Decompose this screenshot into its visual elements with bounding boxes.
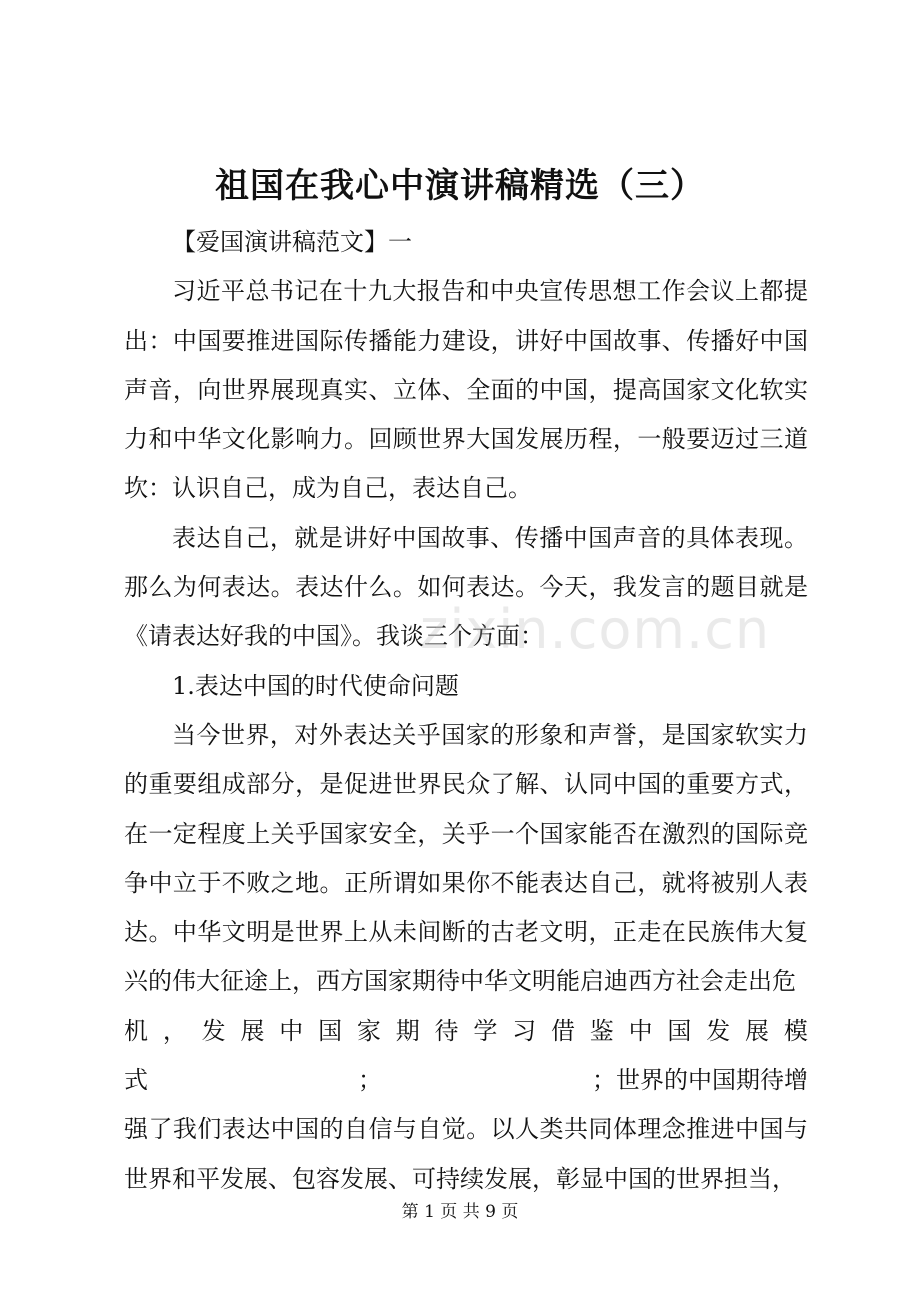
tail-segment: 式 [124,1066,148,1095]
closing-paragraph: 强了我们表达中国的自信与自觉。以人类共同体理念推进中国与世界和平发展、包容发展、可持续发展，彰显中国的世界担当， [124,1115,808,1193]
spread-char: 展 [745,1016,769,1045]
watermark-logo: zixin.com.cn [420,598,771,661]
spread-line [124,1007,808,1056]
tail-segment: ；世界的中国期待增 [592,1066,808,1095]
tail-row [124,1056,808,1105]
document-body [124,218,808,1204]
spread-char: 中 [628,1016,653,1045]
spread-char: 鉴 [589,1016,614,1045]
spread-char: 中 [279,1016,304,1045]
paragraph-1: 习近平总书记在十九大报告和中央宣传思想工作会议上都提出：中国要推进国际传播能力建设，讲好中国故事、传播好中国声音，向世界展现真实、立体、全面的中国，提高国家文化软实力和中华文化影响力。回顾世界大国发展历程，一般要迈过三道坎：认识自己，成为自己，表达自己。 [124,277,808,503]
spread-char: 展 [240,1016,265,1045]
spread-char: ， [162,1016,187,1045]
spread-char: 模 [783,1016,808,1045]
numbered-heading: 1.表达中国的时代使命问题 [172,671,459,700]
spread-char: 国 [318,1016,343,1045]
spread-char: 习 [512,1016,537,1045]
spread-char: 发 [706,1016,731,1045]
spread-char: 发 [201,1016,226,1045]
spread-char: 机 [124,1016,148,1045]
spread-char: 学 [473,1016,498,1045]
spread-char: 国 [667,1016,692,1045]
spread-char: 家 [356,1016,381,1045]
spread-char: 借 [550,1016,575,1045]
section-heading: 【爱国演讲稿范文】一 [172,228,412,256]
paragraph-2: 表达自己，就是讲好中国故事、传播中国声音的具体表现。那么为何表达。表达什么。如何表达。今天，我发言的题目就是《请表达好我的中国》。我谈三个方面： [124,523,808,651]
spread-char: 待 [434,1016,459,1045]
document-title: 祖国在我心中演讲稿精选（三） [215,166,705,206]
tail-segment: ； [358,1066,382,1095]
spread-char: 期 [395,1016,420,1045]
paragraph-3: 当今世界，对外表达关乎国家的形象和声誉，是国家软实力的重要组成部分，是促进世界民众了解、认同中国的重要方式，在一定程度上关乎国家安全，关乎一个国家能否在激烈的国际竞争中立于不败之地。正所谓如果你不能表达自己，就将被别人表达。中华文明是世界上从未间断的古老文明，正走在民族伟大复兴的伟大征途上，西方国家期待中华文明能启迪西方社会走出危 [124,720,808,996]
page-footer: 第 1 页 共 9 页 [401,1202,519,1222]
